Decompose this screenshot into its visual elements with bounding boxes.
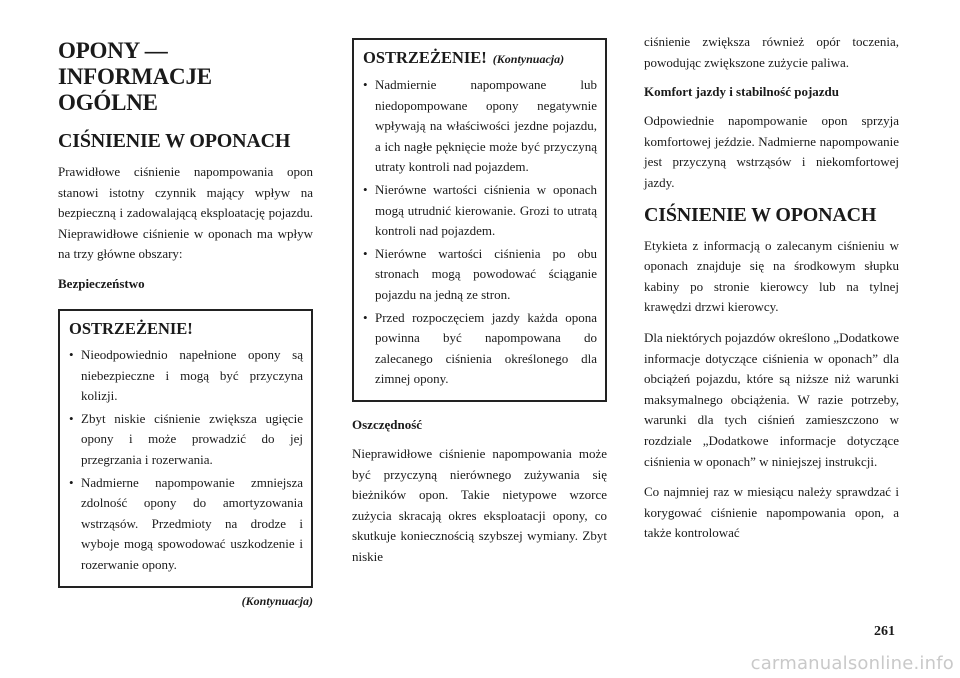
paragraph-rolling: ciśnienie zwiększa również opór toczenia, powodując zwiększone zużycie paliwa.: [644, 34, 899, 70]
column-right: [644, 32, 899, 554]
warning-list: [363, 75, 597, 390]
warning-title: [363, 48, 597, 69]
paragraph-comfort: Odpowiednie napompowanie opon sprzyja komfortowej jeździe. Nadmierne napompowanie jest przyczyną wstrząsów i niekomfortowej jazdy.: [644, 113, 899, 190]
watermark: carmanualsonline.info: [750, 653, 954, 674]
subheading-safety: Bezpieczeństwo: [58, 275, 145, 291]
column-left: [58, 38, 313, 609]
warning-item: • Zbyt niskie ciśnienie zwiększa ugięcie opony i może prowadzić do jej przegrzania i rozerwania.: [69, 409, 303, 471]
warning-box-continued: [352, 38, 607, 402]
warning-list: [69, 345, 303, 576]
paragraph-additional: Dla niektórych pojazdów określono „Dodatkowe informacje dotyczące ciśnienia w oponach” dla obciążeń pojazdu, które są niższe niż warunki maksymalnego obciążenia. W razie potrzeby, warunki dla tych ciśnień zamieszczono w rozdziale „Dodatkowe informacje dotyczące ciśnienia w oponach” w niniejszej instrukcji.: [644, 329, 899, 469]
economy-paragraph: Nieprawidłowe ciśnienie napompowania może być przyczyną nierównego zużywania się bieżników opon. Takie nietypowe wzorce zużycia skracają okres eksploatacji opony, co skutkuje koniecznością szybszej wymiany. Zbyt niskie: [352, 445, 607, 564]
paragraph-monthly: Co najmniej raz w miesiącu należy sprawdzać i korygować ciśnienie napompowania opon, a także kontrolować: [644, 484, 899, 541]
warning-item: • Nadmiernie napompowane lub niedopompowane opony negatywnie wpływają na właściwości jezdne pojazdu, a ich nagłe pęknięcie może być przyczyną utraty kontroli nad pojazdem.: [363, 75, 597, 178]
warning-title-suffix: (Kontynuacja): [492, 52, 565, 66]
warning-title: OSTRZEŻENIE!: [69, 318, 193, 338]
intro-paragraph: Prawidłowe ciśnienie napompowania opon stanowi istotny czynnik mający wpływ na bezpieczną i zadowalającą eksploatację pojazdu. Nieprawidłowe ciśnienie w oponach ma wpływ na trzy główne obszary:: [58, 164, 313, 262]
subheading-economy: Oszczędność: [352, 416, 423, 432]
warning-item: • Nadmierne napompowanie zmniejsza zdolność opony do amortyzowania wstrząsów. Przedmioty na drodze i wyboje mogą spowodować uszkodzenie i rozerwanie opony.: [69, 473, 303, 576]
warning-item: • Nieodpowiednio napełnione opony są niebezpieczne i mogą być przyczyna kolizji.: [69, 345, 303, 407]
section-title: OPONY — INFORMACJE OGÓLNE: [58, 38, 212, 115]
page-number: 261: [874, 624, 895, 639]
paragraph-label: Etykieta z informacją o zalecanym ciśnieniu w oponach znajduje się na środkowym słupku kabiny po stronie kierowcy lub na tylnej krawędzi drzwi kierowcy.: [644, 237, 899, 315]
section-heading: CIŚNIENIE W OPONACH: [58, 130, 291, 152]
warning-item: • Przed rozpoczęciem jazdy każda opona powinna być napompowana do zalecanego ciśnienia określonego dla zimnej opony.: [363, 308, 597, 390]
warning-item: • Nierówne wartości ciśnienia w oponach mogą utrudnić kierowanie. Grozi to utratą kontroli nad pojazdem.: [363, 180, 597, 242]
continued-label: (Kontynuacja): [241, 593, 313, 608]
section-heading-pressure: CIŚNIENIE W OPONACH: [644, 203, 877, 226]
warning-box: [58, 309, 313, 588]
subheading-comfort: Komfort jazdy i stabilność pojazdu: [644, 84, 839, 100]
warning-title-text: OSTRZEŻENIE!: [363, 48, 487, 67]
column-middle: [352, 38, 607, 577]
warning-item: • Nierówne wartości ciśnienia po obu stronach mogą powodować ściąganie pojazdu na jedną ze stron.: [363, 244, 597, 306]
